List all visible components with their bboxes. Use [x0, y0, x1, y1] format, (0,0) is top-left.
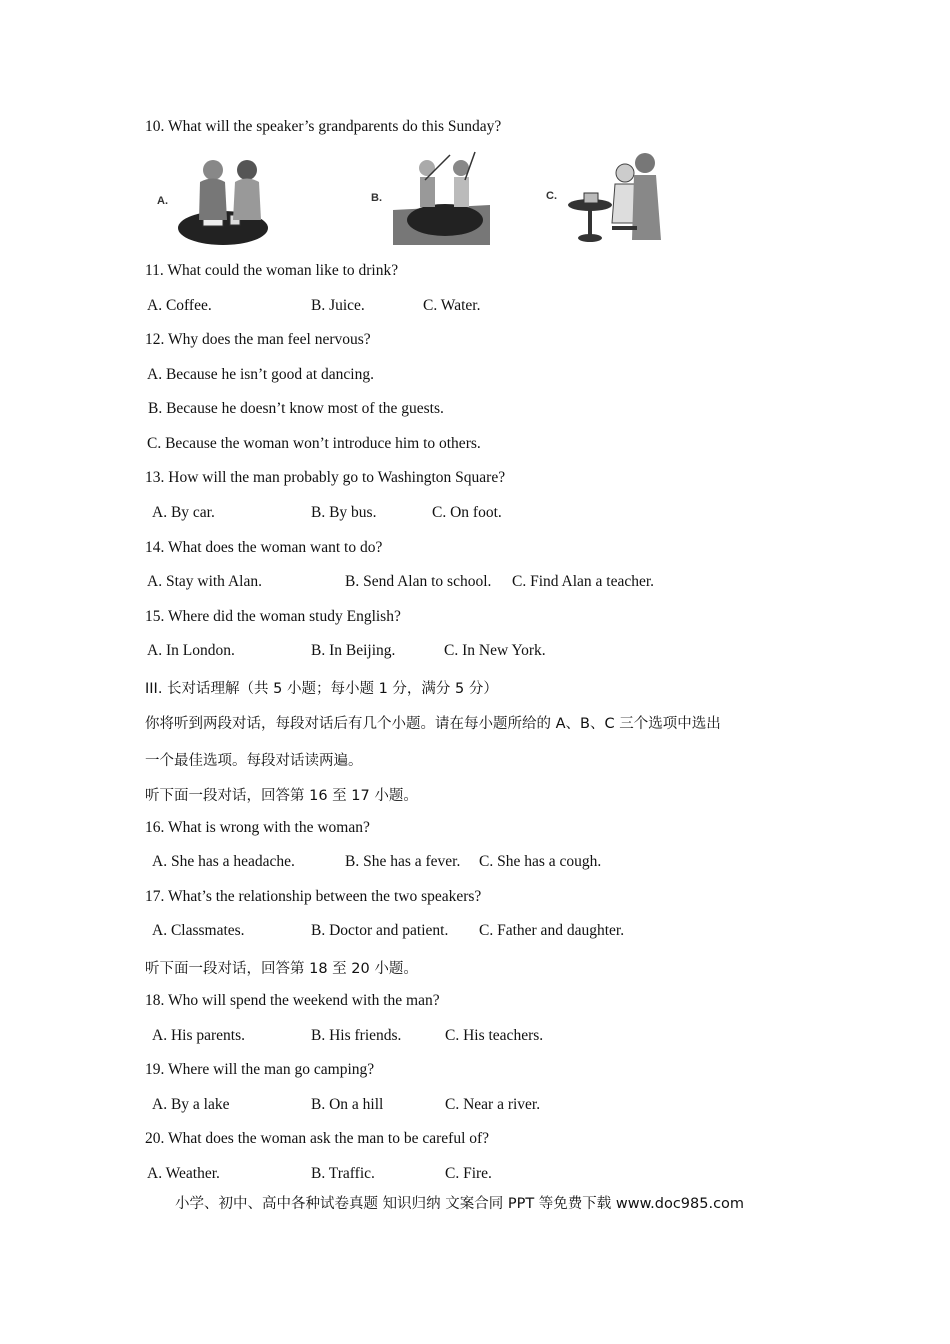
question-10: 10. What will the speaker’s grandparents do this Sunday?: [145, 118, 502, 135]
q14-option-c: C. Find Alan a teacher.: [512, 573, 655, 590]
picture-option-b: [365, 150, 495, 248]
footer-text: 小学、初中、高中各种试卷真题 知识归纳 文案合同 PPT 等免费下载 www.doc985.com: [175, 1196, 745, 1212]
q17-option-b: B. Doctor and patient.: [311, 922, 449, 939]
q12-option-c: C. Because the woman won’t introduce him to others.: [147, 435, 481, 452]
q16-option-c: C. She has a cough.: [479, 853, 602, 870]
q15-option-c: C. In New York.: [444, 642, 546, 659]
picture-option-a: [145, 150, 275, 248]
question-12: 12. Why does the man feel nervous?: [145, 331, 371, 348]
q17-option-a: A. Classmates.: [152, 922, 245, 939]
q14-option-b: B. Send Alan to school.: [345, 573, 492, 590]
q15-option-a: A. In London.: [147, 642, 235, 659]
q20-option-b: B. Traffic.: [311, 1165, 375, 1182]
grandparents-fishing-icon: [365, 150, 495, 248]
grandparents-at-table-icon: [540, 148, 670, 248]
picture-label-a: A.: [157, 195, 168, 207]
q16-option-a: A. She has a headache.: [152, 853, 295, 870]
section-instructions-line-2: 一个最佳选项。每段对话读两遍。: [145, 753, 363, 769]
q19-option-a: A. By a lake: [152, 1096, 230, 1113]
question-11: 11. What could the woman like to drink?: [145, 262, 399, 279]
section-instructions-line-1: 你将听到两段对话，每段对话后有几个小题。请在每小题所给的 A、B、C 三个选项中选出: [145, 716, 721, 732]
picture-option-c: [540, 148, 670, 248]
q20-option-c: C. Fire.: [445, 1165, 492, 1182]
question-20: 20. What does the woman ask the man to be careful of?: [145, 1130, 490, 1147]
picture-label-c: C.: [546, 190, 557, 202]
q11-option-a: A. Coffee.: [147, 297, 212, 314]
q15-option-b: B. In Beijing.: [311, 642, 396, 659]
q18-option-a: A. His parents.: [152, 1027, 245, 1044]
dialog-1-instruction: 听下面一段对话，回答第 16 至 17 小题。: [145, 788, 418, 804]
q11-option-c: C. Water.: [423, 297, 481, 314]
picture-label-b: B.: [371, 192, 382, 204]
dialog-2-instruction: 听下面一段对话，回答第 18 至 20 小题。: [145, 961, 418, 977]
question-13: 13. How will the man probably go to Washington Square?: [145, 469, 506, 486]
q11-option-b: B. Juice.: [311, 297, 365, 314]
question-19: 19. Where will the man go camping?: [145, 1061, 375, 1078]
question-16: 16. What is wrong with the woman?: [145, 819, 370, 836]
q18-option-c: C. His teachers.: [445, 1027, 544, 1044]
q13-option-a: A. By car.: [152, 504, 215, 521]
q13-option-b: B. By bus.: [311, 504, 377, 521]
q17-option-c: C. Father and daughter.: [479, 922, 625, 939]
q18-option-b: B. His friends.: [311, 1027, 402, 1044]
q12-option-b: B. Because he doesn’t know most of the guests.: [148, 400, 444, 417]
question-17: 17. What’s the relationship between the two speakers?: [145, 888, 482, 905]
q16-option-b: B. She has a fever.: [345, 853, 461, 870]
question-14: 14. What does the woman want to do?: [145, 539, 383, 556]
q13-option-c: C. On foot.: [432, 504, 502, 521]
q14-option-a: A. Stay with Alan.: [147, 573, 262, 590]
q19-option-c: C. Near a river.: [445, 1096, 541, 1113]
q12-option-a: A. Because he isn’t good at dancing.: [147, 366, 374, 383]
question-18: 18. Who will spend the weekend with the man?: [145, 992, 440, 1009]
q20-option-a: A. Weather.: [147, 1165, 220, 1182]
section-heading: III. 长对话理解（共 5 小题；每小题 1 分，满分 5 分）: [145, 681, 498, 697]
q19-option-b: B. On a hill: [311, 1096, 384, 1113]
question-15: 15. Where did the woman study English?: [145, 608, 401, 625]
